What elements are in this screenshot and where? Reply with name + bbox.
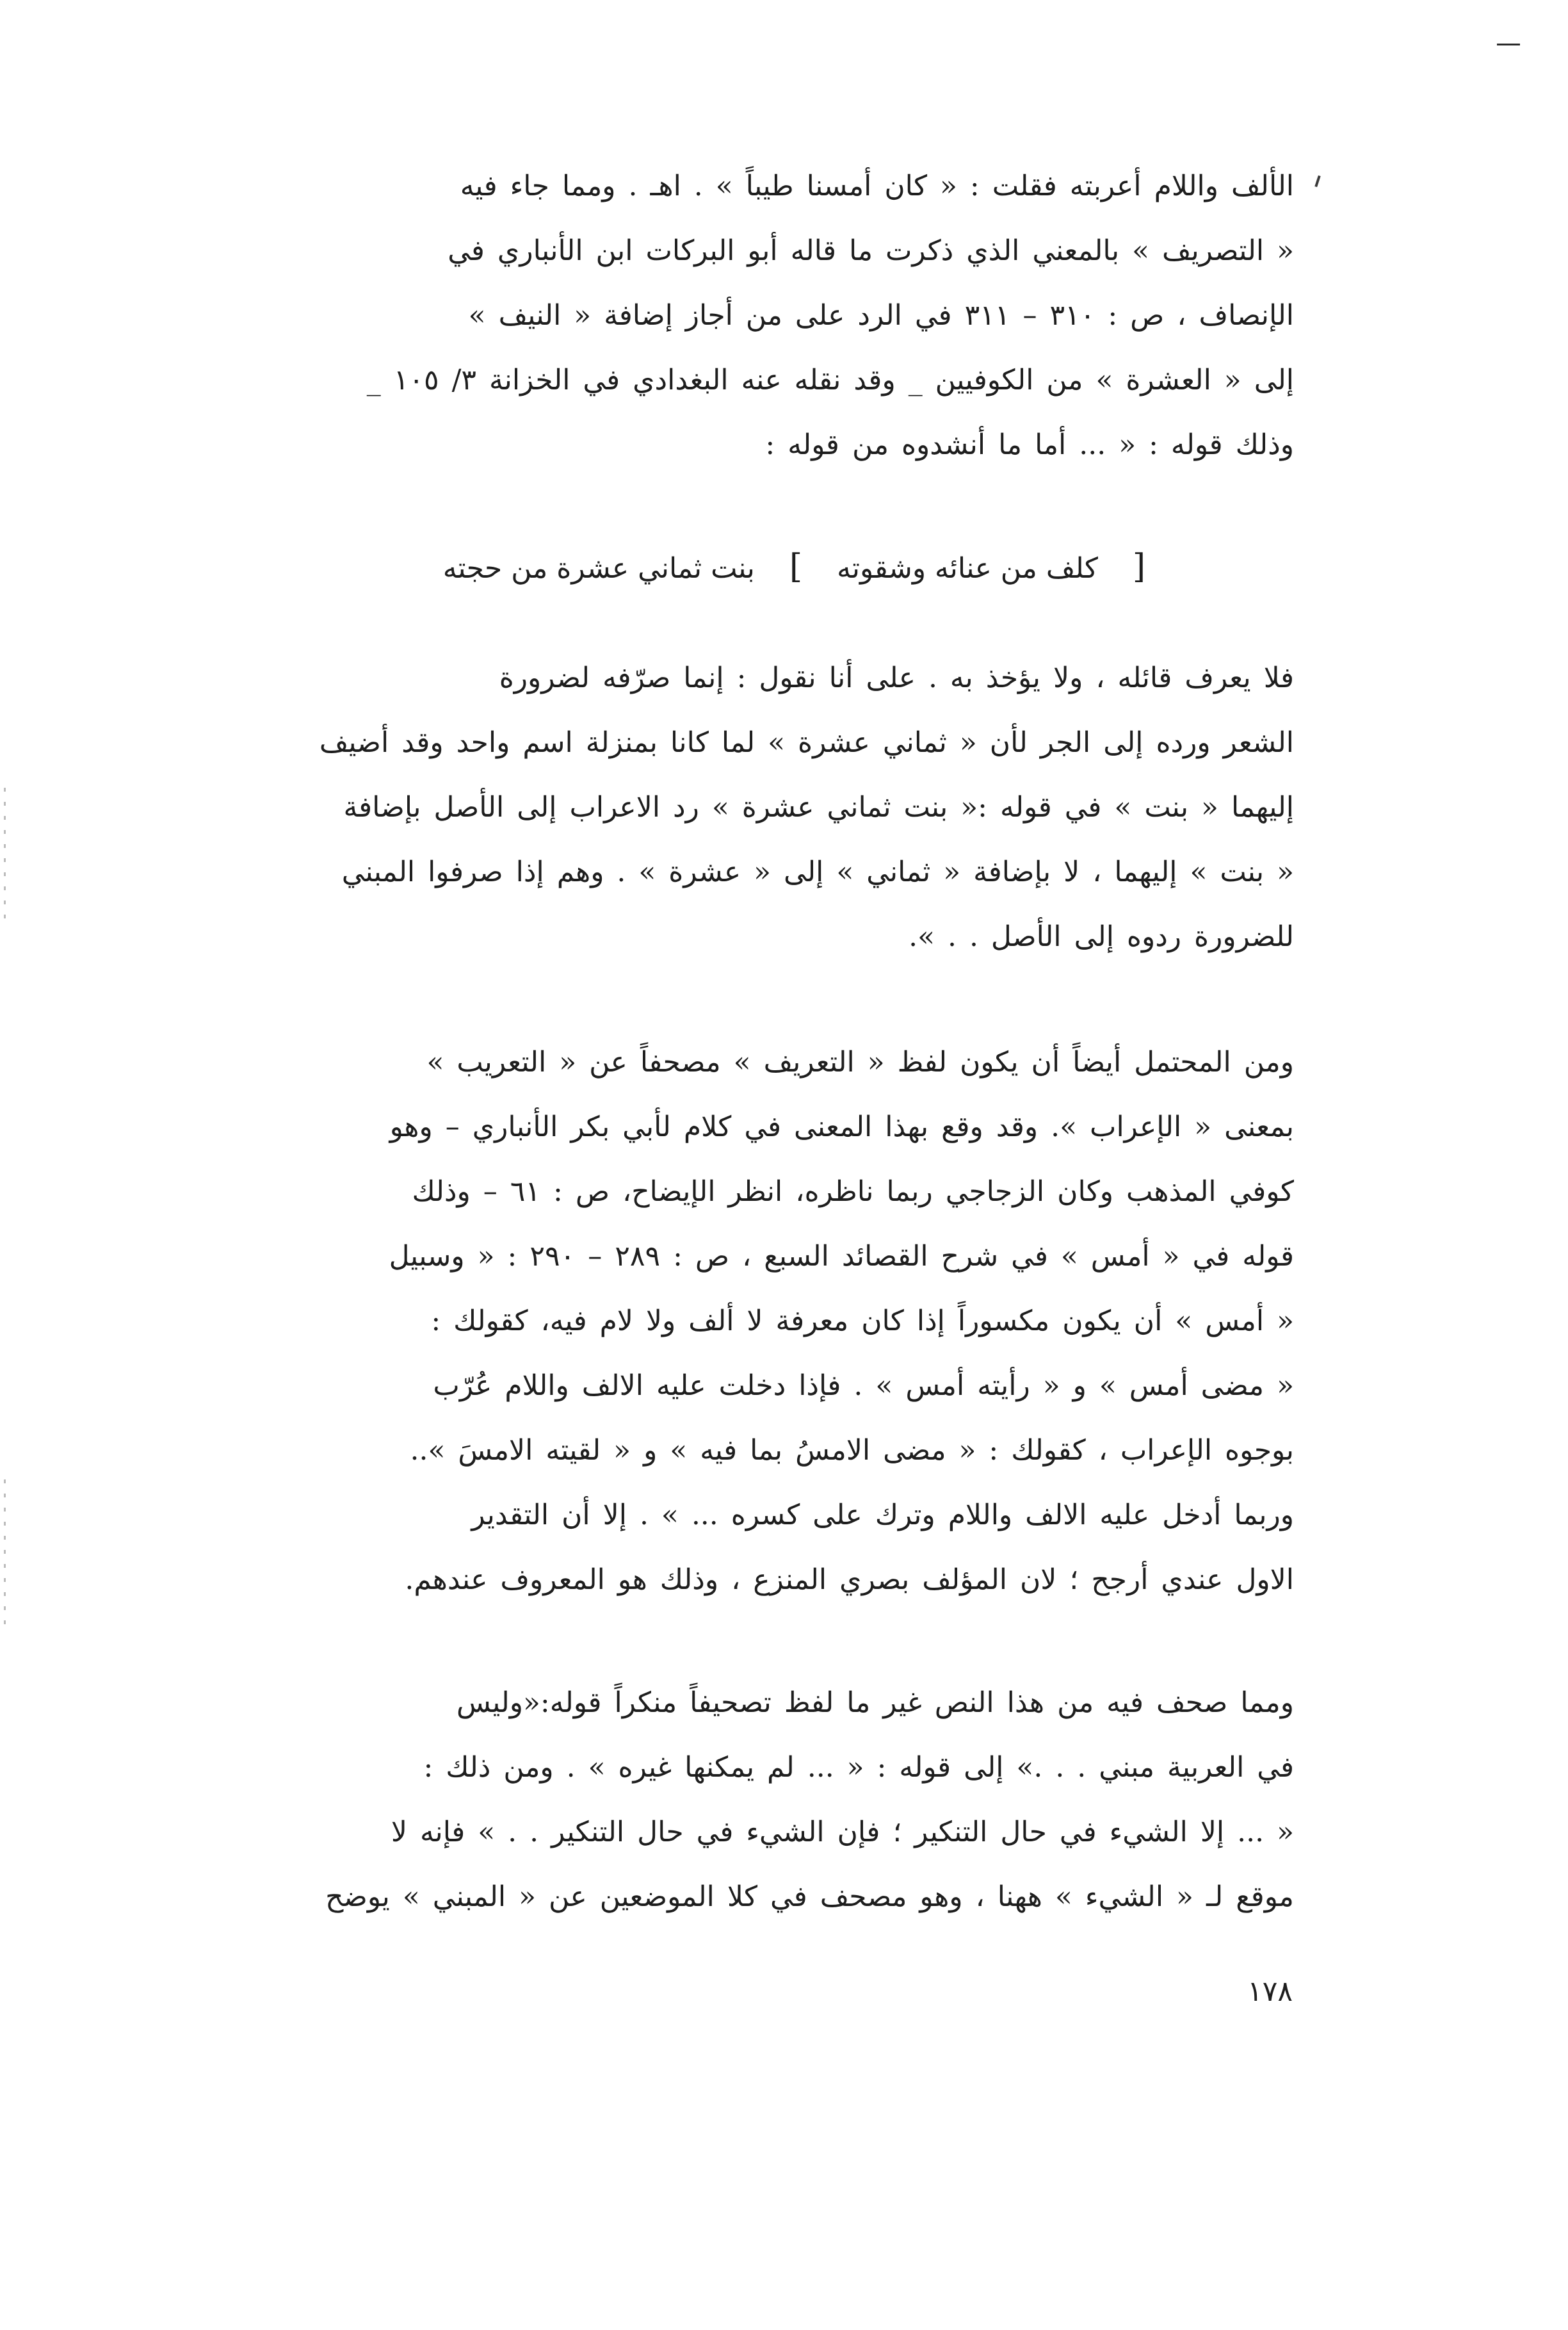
text-line: « مضى أمس » و « رأيته أمس » . فإذا دخلت عليه الالف واللام عُرّب bbox=[433, 1369, 1294, 1402]
text-line: ومما صحف فيه من هذا النص غير ما لفظ تصحيفاً منكراً قوله:«وليس bbox=[456, 1686, 1294, 1719]
text-line: بمعنى « الإعراب ». وقد وقع بهذا المعنى في كلام لأبي بكر الأنباري – وهو bbox=[389, 1111, 1294, 1143]
margin-mark bbox=[1314, 175, 1320, 187]
text-line: « التصريف » بالمعني الذي ذكرت ما قاله أبو البركات ابن الأنباري في bbox=[448, 234, 1294, 267]
scan-mark bbox=[1497, 44, 1520, 45]
text-line: قوله في « أمس » في شرح القصائد السبع ، ص : ٢٨٩ – ٢٩٠ : « وسبيل bbox=[389, 1240, 1294, 1273]
text-line: « ... إلا الشيء في حال التنكير ؛ فإن الشيء في حال التنكير . . » فإنه لا bbox=[391, 1816, 1294, 1848]
page-number: ١٧٨ bbox=[1247, 1975, 1293, 2008]
text-line: إلى « العشرة » من الكوفيين _ وقد نقله عنه البغدادي في الخزانة ٣/ ١٠٥ _ bbox=[366, 364, 1294, 396]
text-line: وربما أدخل عليه الالف واللام وترك على كسره ... » . إلا أن التقدير bbox=[471, 1499, 1294, 1531]
paragraph-1 bbox=[257, 154, 1294, 477]
page-edge-mark bbox=[4, 788, 6, 929]
verse-second-hemistich: بنت ثماني عشرة من حجته bbox=[442, 552, 755, 585]
paragraph-3 bbox=[257, 1030, 1294, 1612]
text-line: الشعر ورده إلى الجر لأن « ثماني عشرة » لما كانا بمنزلة اسم واحد وقد أضيف bbox=[319, 726, 1294, 759]
verse-bracket-divider: ] bbox=[789, 548, 803, 586]
text-line: الإنصاف ، ص : ٣١٠ – ٣١١ في الرد على من أجاز إضافة « النيف » bbox=[468, 299, 1294, 332]
verse-bracket-open: [ bbox=[1132, 548, 1146, 586]
text-line: موقع لـ « الشيء » ههنا ، وهو مصحف في كلا الموضعين عن « المبني » يوضح bbox=[325, 1880, 1294, 1913]
poetry-verse bbox=[0, 538, 1568, 598]
text-line: « بنت » إليهما ، لا بإضافة « ثماني » إلى « عشرة » . وهم إذا صرفوا المبني bbox=[341, 856, 1294, 888]
verse-first-hemistich: كلف من عنائه وشقوته bbox=[837, 552, 1098, 585]
text-line: فلا يعرف قائله ، ولا يؤخذ به . على أنا نقول : إنما صرّفه لضرورة bbox=[499, 662, 1294, 694]
text-line: وذلك قوله : « ... أما ما أنشدوه من قوله : bbox=[765, 428, 1294, 461]
text-line: إليهما « بنت » في قوله :« بنت ثماني عشرة » رد الاعراب إلى الأصل بإضافة bbox=[343, 791, 1294, 824]
text-line: كوفي المذهب وكان الزجاجي ربما ناظره، انظر الإيضاح، ص : ٦١ – وذلك bbox=[412, 1175, 1294, 1208]
text-line: في العربية مبني . . .» إلى قوله : « ... لم يمكنها غيره » . ومن ذلك : bbox=[423, 1751, 1294, 1784]
paragraph-2 bbox=[257, 646, 1294, 969]
paragraph-4 bbox=[257, 1670, 1294, 1929]
text-line: ومن المحتمل أيضاً أن يكون لفظ « التعريف » مصحفاً عن « التعريب » bbox=[426, 1046, 1294, 1079]
page-edge-mark bbox=[4, 1479, 6, 1633]
text-line: الاول عندي أرجح ؛ لان المؤلف بصري المنزع ، وذلك هو المعروف عندهم. bbox=[405, 1563, 1294, 1596]
text-line: للضرورة ردوه إلى الأصل . . ». bbox=[909, 920, 1294, 953]
text-line: بوجوه الإعراب ، كقولك : « مضى الامسُ بما فيه » و « لقيته الامسَ ».. bbox=[410, 1434, 1294, 1467]
text-line: الألف واللام أعربته فقلت : « كان أمسنا طيباً » . اهـ . ومما جاء فيه bbox=[460, 170, 1294, 202]
text-line: « أمس » أن يكون مكسوراً إذا كان معرفة لا ألف ولا لام فيه، كقولك : bbox=[431, 1305, 1294, 1337]
